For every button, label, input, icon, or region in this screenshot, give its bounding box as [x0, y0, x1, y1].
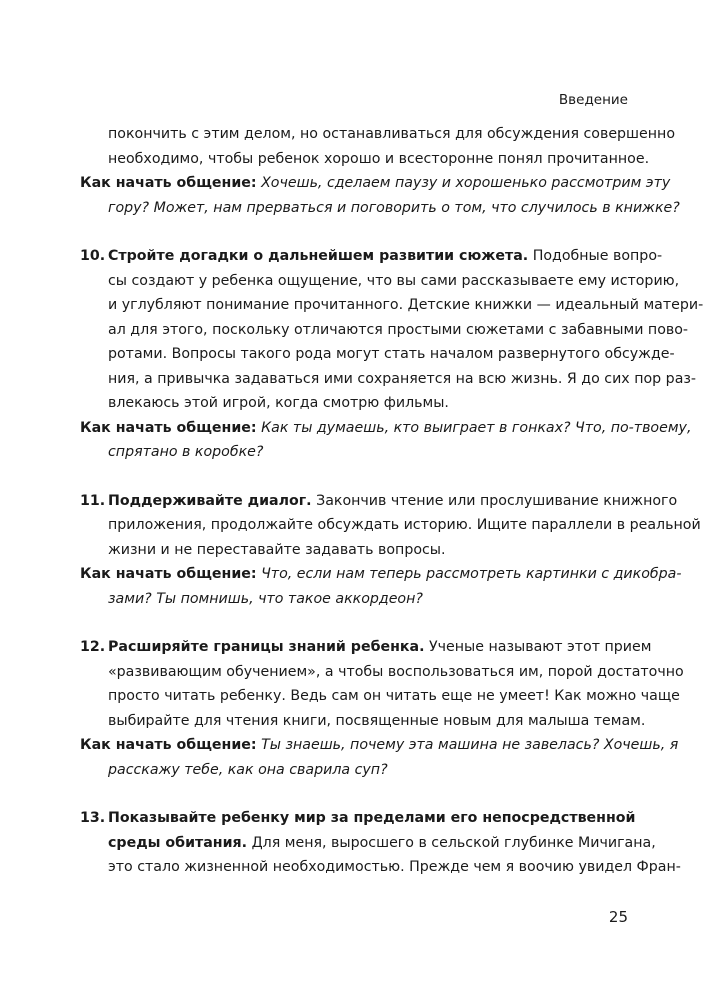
- running-header: Введение: [558, 92, 628, 108]
- text-line: ал для этого, поскольку отличаются простыми сюжетами с забавными пово-: [108, 321, 689, 338]
- starter-text: Как ты думаешь, кто выиграет в гонках? Что, по-твоему,: [261, 419, 692, 436]
- item-heading: Расширяйте границы знаний ребенка.: [108, 639, 425, 655]
- list-item-13: [80, 806, 681, 880]
- starter-label: Как начать общение:: [80, 419, 257, 436]
- starter-label: Как начать общение:: [80, 737, 257, 753]
- starter-text: Хочешь, сделаем паузу и хорошенько рассмотрим эту: [261, 175, 671, 191]
- item-heading: Стройте догадки о дальнейшем развитии сюжета.: [108, 248, 529, 264]
- list-item-12: [80, 635, 684, 733]
- item-heading-cont: среды обитания.: [108, 834, 248, 851]
- starter-text: Ты знаешь, почему эта машина не завелась? Хочешь, я: [261, 737, 679, 753]
- text-line: ротами. Вопросы такого рода могут стать началом развернутого обсужде-: [108, 346, 675, 362]
- starter-text: спрятано в коробке?: [108, 444, 264, 460]
- starter-label: Как начать общение:: [80, 175, 257, 191]
- starter-text: Что, если нам теперь рассмотреть картинки с дикобра-: [261, 566, 682, 582]
- conversation-starter: [80, 733, 679, 782]
- text-span: Подобные вопро-: [532, 248, 663, 264]
- text-line: и углубляют понимание прочитанного. Детские книжки — идеальный матери-: [108, 297, 704, 313]
- starter-label: Как начать общение:: [80, 566, 257, 582]
- text-span: Ученые называют этот прием: [429, 639, 652, 655]
- starter-text: гору? Может, нам прерваться и поговорить о том, что случилось в книжке?: [108, 199, 680, 216]
- conversation-starter: [80, 562, 682, 611]
- page-number: 25: [608, 908, 628, 926]
- item-number: 11.: [80, 492, 106, 509]
- text-line: ния, а привычка задаваться ими сохраняется на всю жизнь. Я до сих пор раз-: [108, 370, 697, 387]
- list-item-10: [80, 244, 704, 416]
- text-line: просто читать ребенку. Ведь сам он читать еще не умеет! Как можно чаще: [108, 688, 680, 704]
- text-span: Для меня, выросшего в сельской глубинке Мичигана,: [251, 834, 656, 851]
- text-line: сы создают у ребенка ощущение, что вы сами рассказываете ему историю,: [108, 272, 680, 289]
- text-span: Закончив чтение или прослушивание книжного: [316, 492, 678, 509]
- item-heading: Поддерживайте диалог.: [108, 492, 312, 509]
- starter-text: зами? Ты помнишь, что такое аккордеон?: [108, 590, 423, 607]
- list-item-11: [80, 489, 701, 563]
- item-number: 10.: [80, 248, 106, 264]
- text-line: выбирайте для чтения книги, посвященные новым для малыша темам.: [108, 712, 646, 729]
- text-line: покончить с этим делом, но останавливаться для обсуждения совершенно: [108, 126, 676, 142]
- text-line: приложения, продолжайте обсуждать историю. Ищите параллели в реальной: [108, 517, 701, 533]
- text-line: необходимо, чтобы ребенок хорошо и всесторонне понял прочитанное.: [108, 150, 650, 167]
- text-line: влекаюсь этой игрой, когда смотрю фильмы.: [108, 395, 449, 411]
- conversation-starter: [80, 416, 692, 465]
- conversation-starter: [80, 171, 680, 220]
- starter-text: расскажу тебе, как она сварила суп?: [108, 761, 388, 778]
- item-heading: Показывайте ребенку мир за пределами его непосредственной: [108, 810, 636, 826]
- page-body: [80, 122, 704, 880]
- text-line: это стало жизненной необходимостью. Прежде чем я воочию увидел Фран-: [108, 859, 681, 875]
- intro-paragraph: [80, 122, 676, 171]
- text-line: «развивающим обучением», а чтобы воспользоваться им, порой достаточно: [108, 663, 684, 680]
- item-number: 13.: [80, 810, 106, 826]
- text-line: жизни и не переставайте задавать вопросы.: [108, 541, 446, 558]
- item-number: 12.: [80, 639, 106, 655]
